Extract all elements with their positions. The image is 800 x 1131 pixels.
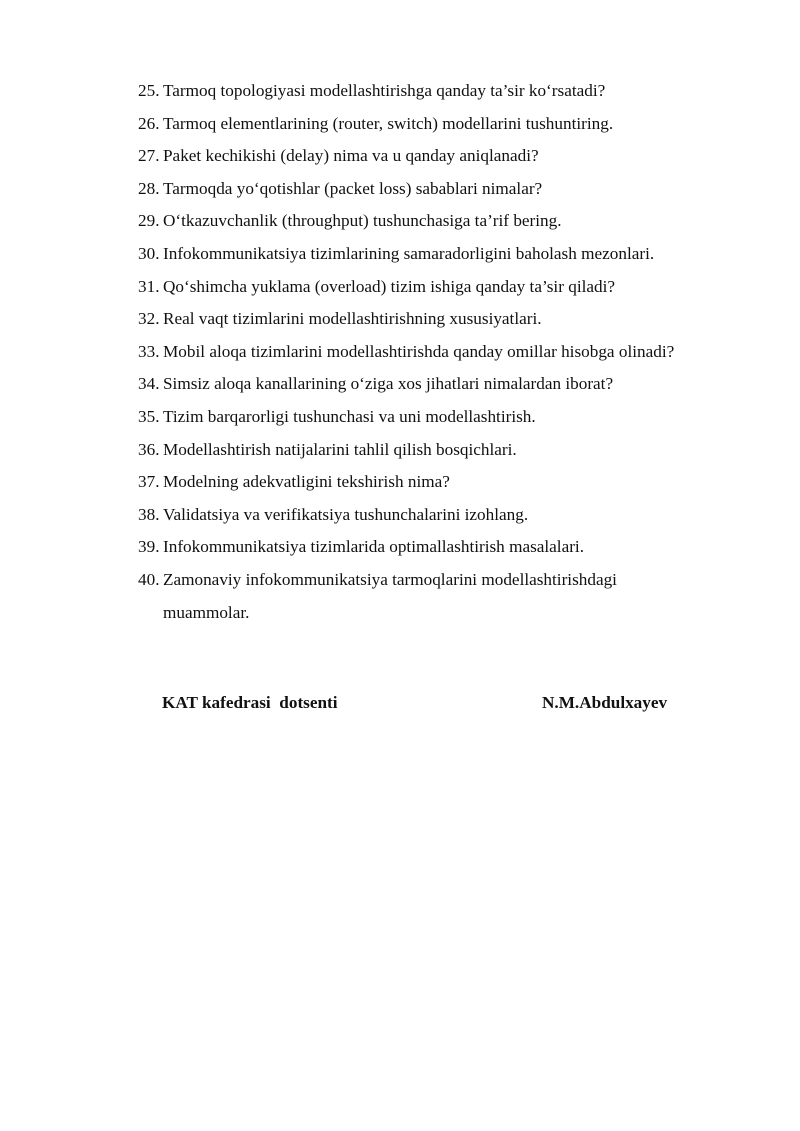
question-item [138,140,738,173]
question-item [138,336,738,369]
question-number: 28. [138,178,160,198]
question-text: Tarmoq elementlarining (router, switch) modellarini tushuntiring. [163,113,614,133]
question-item [138,499,738,532]
question-number: 34. [138,374,160,394]
question-text: Modelning adekvatligini tekshirish nima? [163,472,450,492]
question-number: 30. [138,243,160,263]
question-number: 25. [138,81,160,100]
question-text: Infokommunikatsiya tizimlarining samaradorligini baholash mezonlari. [163,243,655,263]
question-text: Paket kechikishi (delay) nima va u qanday aniqlanadi? [163,146,539,166]
question-number: 38. [138,504,160,524]
question-text: Validatsiya va verifikatsiya tushunchalarini izohlang. [163,504,529,524]
question-item [138,401,738,434]
question-item [138,75,738,108]
question-text: O‘tkazuvchanlik (throughput) tushunchasiga ta’rif bering. [163,211,562,231]
question-number: 27. [138,146,160,166]
question-text: Real vaqt tizimlarini modellashtirishning xususiyatlari. [163,309,542,329]
question-number: 36. [138,439,160,459]
question-number: 39. [138,537,160,557]
question-text: Qo‘shimcha yuklama (overload) tizim ishiga qanday ta’sir qiladi? [163,276,615,296]
question-item [138,434,738,467]
question-number: 29. [138,211,160,231]
question-item [138,271,738,304]
question-list [138,75,738,629]
signer-name: N.M.Abdulxayev [542,693,668,712]
question-text: Simsiz aloqa kanallarining o‘ziga xos jihatlari nimalardan iborat? [163,374,614,394]
question-text: Zamonaviy infokommunikatsiya tarmoqlarini modellashtirishdagi muammolar. [163,569,617,622]
question-text: Modellashtirish natijalarini tahlil qilish bosqichlari. [163,439,517,459]
question-number: 33. [138,341,160,361]
question-text: Mobil aloqa tizimlarini modellashtirishda qanday omillar hisobga olinadi? [163,341,675,361]
question-item [138,531,738,564]
question-item [138,173,738,206]
question-item [138,564,738,629]
question-item [138,466,738,499]
question-item [138,238,738,271]
question-text: Infokommunikatsiya tizimlarida optimallashtirish masalalari. [163,537,584,557]
signer-position: KAT kafedrasi dotsenti [162,693,338,712]
question-number: 37. [138,472,160,492]
question-number: 26. [138,113,160,133]
question-text: Tarmoq topologiyasi modellashtirishga qanday ta’sir ko‘rsatadi? [163,81,606,100]
question-number: 35. [138,406,160,426]
question-number: 31. [138,276,160,296]
question-item [138,303,738,336]
question-number: 40. [138,569,160,589]
question-item [138,205,738,238]
question-number: 32. [138,309,160,329]
question-text: Tizim barqarorligi tushunchasi va uni modellashtirish. [163,406,536,426]
question-text: Tarmoqda yo‘qotishlar (packet loss) sabablari nimalar? [163,178,543,198]
question-item [138,108,738,141]
question-item [138,368,738,401]
